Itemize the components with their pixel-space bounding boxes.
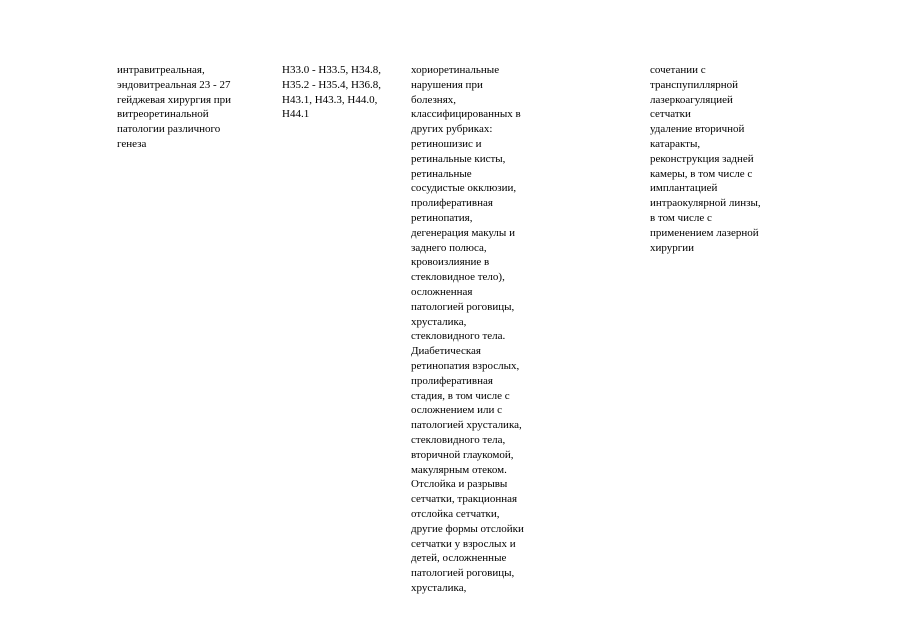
diagnosis-line: Диабетическая (411, 345, 481, 358)
diagnosis-line: стекловидного тела. (411, 330, 506, 343)
diagnosis-line: осложненная (411, 285, 473, 298)
diagnosis-line: классифицированных в (411, 108, 521, 121)
treatment-method-line: витреоретинальной (117, 108, 209, 121)
diagnosis-line: патологией хрусталика, (411, 419, 522, 432)
diagnosis-line: осложнением или с (411, 404, 503, 417)
diagnosis-line: сетчатки у взрослых и (411, 537, 516, 550)
diagnosis-line: пролиферативная (411, 374, 493, 387)
procedure-cell (650, 63, 790, 255)
diagnosis-line: дегенерация макулы и (411, 226, 515, 239)
diagnosis-line: другие формы отслойки (411, 522, 524, 535)
procedure-line: катаракты, (650, 137, 701, 150)
diagnosis-line: ретинальные кисты, (411, 152, 506, 165)
diagnosis-line: патологией роговицы, (411, 567, 515, 580)
diagnosis-line: пролиферативная (411, 197, 493, 210)
procedure-line: интраокулярной линзы, (650, 197, 761, 210)
procedure-line: в том числе с (650, 211, 712, 224)
diagnosis-line: хрусталика, (411, 581, 467, 594)
diagnosis-line: ретинальные (411, 167, 472, 180)
procedure-line: реконструкция задней (650, 152, 754, 165)
diagnosis-line: сосудистые окклюзии, (411, 182, 517, 195)
diagnosis-line: ретинопатия, (411, 211, 473, 224)
diagnosis-line: ретинопатия взрослых, (411, 359, 520, 372)
diagnosis-line: Отслойка и разрывы (411, 478, 508, 491)
diagnosis-line: нарушения при (411, 78, 483, 91)
procedure-line: удаление вторичной (650, 123, 745, 136)
diagnosis-line: макулярным отеком. (411, 463, 507, 476)
icd-code-line: H44.1 (282, 108, 310, 121)
procedure-line: применением лазерной (650, 226, 759, 239)
procedure-line: имплантацией (650, 182, 718, 195)
icd-code-line: H35.2 - H35.4, H36.8, (282, 78, 381, 91)
diagnosis-line: других рубриках: (411, 123, 493, 136)
icd-code-line: H43.1, H43.3, H44.0, (282, 93, 378, 106)
diagnosis-line: вторичной глаукомой, (411, 448, 514, 461)
diagnosis-line: ретиношизис и (411, 137, 482, 150)
procedure-line: сетчатки (650, 108, 691, 121)
diagnosis-line: патологией роговицы, (411, 300, 515, 313)
treatment-method-line: генеза (117, 137, 147, 150)
diagnosis-line: отслойка сетчатки, (411, 507, 500, 520)
diagnosis-line: болезнях, (411, 93, 456, 106)
diagnosis-line: стекловидное тело), (411, 271, 505, 284)
diagnosis-line: хрусталика, (411, 315, 467, 328)
treatment-method-line: гейджевая хирургия при (117, 93, 232, 106)
diagnosis-line: сетчатки, тракционная (411, 493, 518, 506)
diagnosis-line: стекловидного тела, (411, 433, 506, 446)
treatment-method-line: эндовитреальная 23 - 27 (117, 78, 231, 91)
icd-code-line: H33.0 - H33.5, H34.8, (282, 64, 381, 76)
diagnosis-line: кровоизлияние в (411, 256, 490, 269)
procedure-line: сочетании с (650, 64, 706, 76)
procedure-line: лазеркоагуляцией (650, 93, 733, 106)
treatment-method-line: интравитреальная, (117, 64, 205, 76)
diagnosis-line: детей, осложненные (411, 552, 507, 565)
treatment-method-cell (117, 63, 267, 152)
procedure-line: транспупиллярной (650, 78, 739, 91)
icd-codes-cell (282, 63, 404, 122)
diagnosis-line: заднего полюса, (411, 241, 487, 254)
diagnosis-line: стадия, в том числе с (411, 389, 510, 402)
procedure-line: камеры, в том числе с (650, 167, 753, 180)
treatment-method-line: патологии различного (117, 123, 221, 136)
diagnosis-line: хориоретинальные (411, 64, 500, 76)
diagnosis-cell (411, 63, 551, 596)
procedure-line: хирургии (650, 241, 695, 254)
